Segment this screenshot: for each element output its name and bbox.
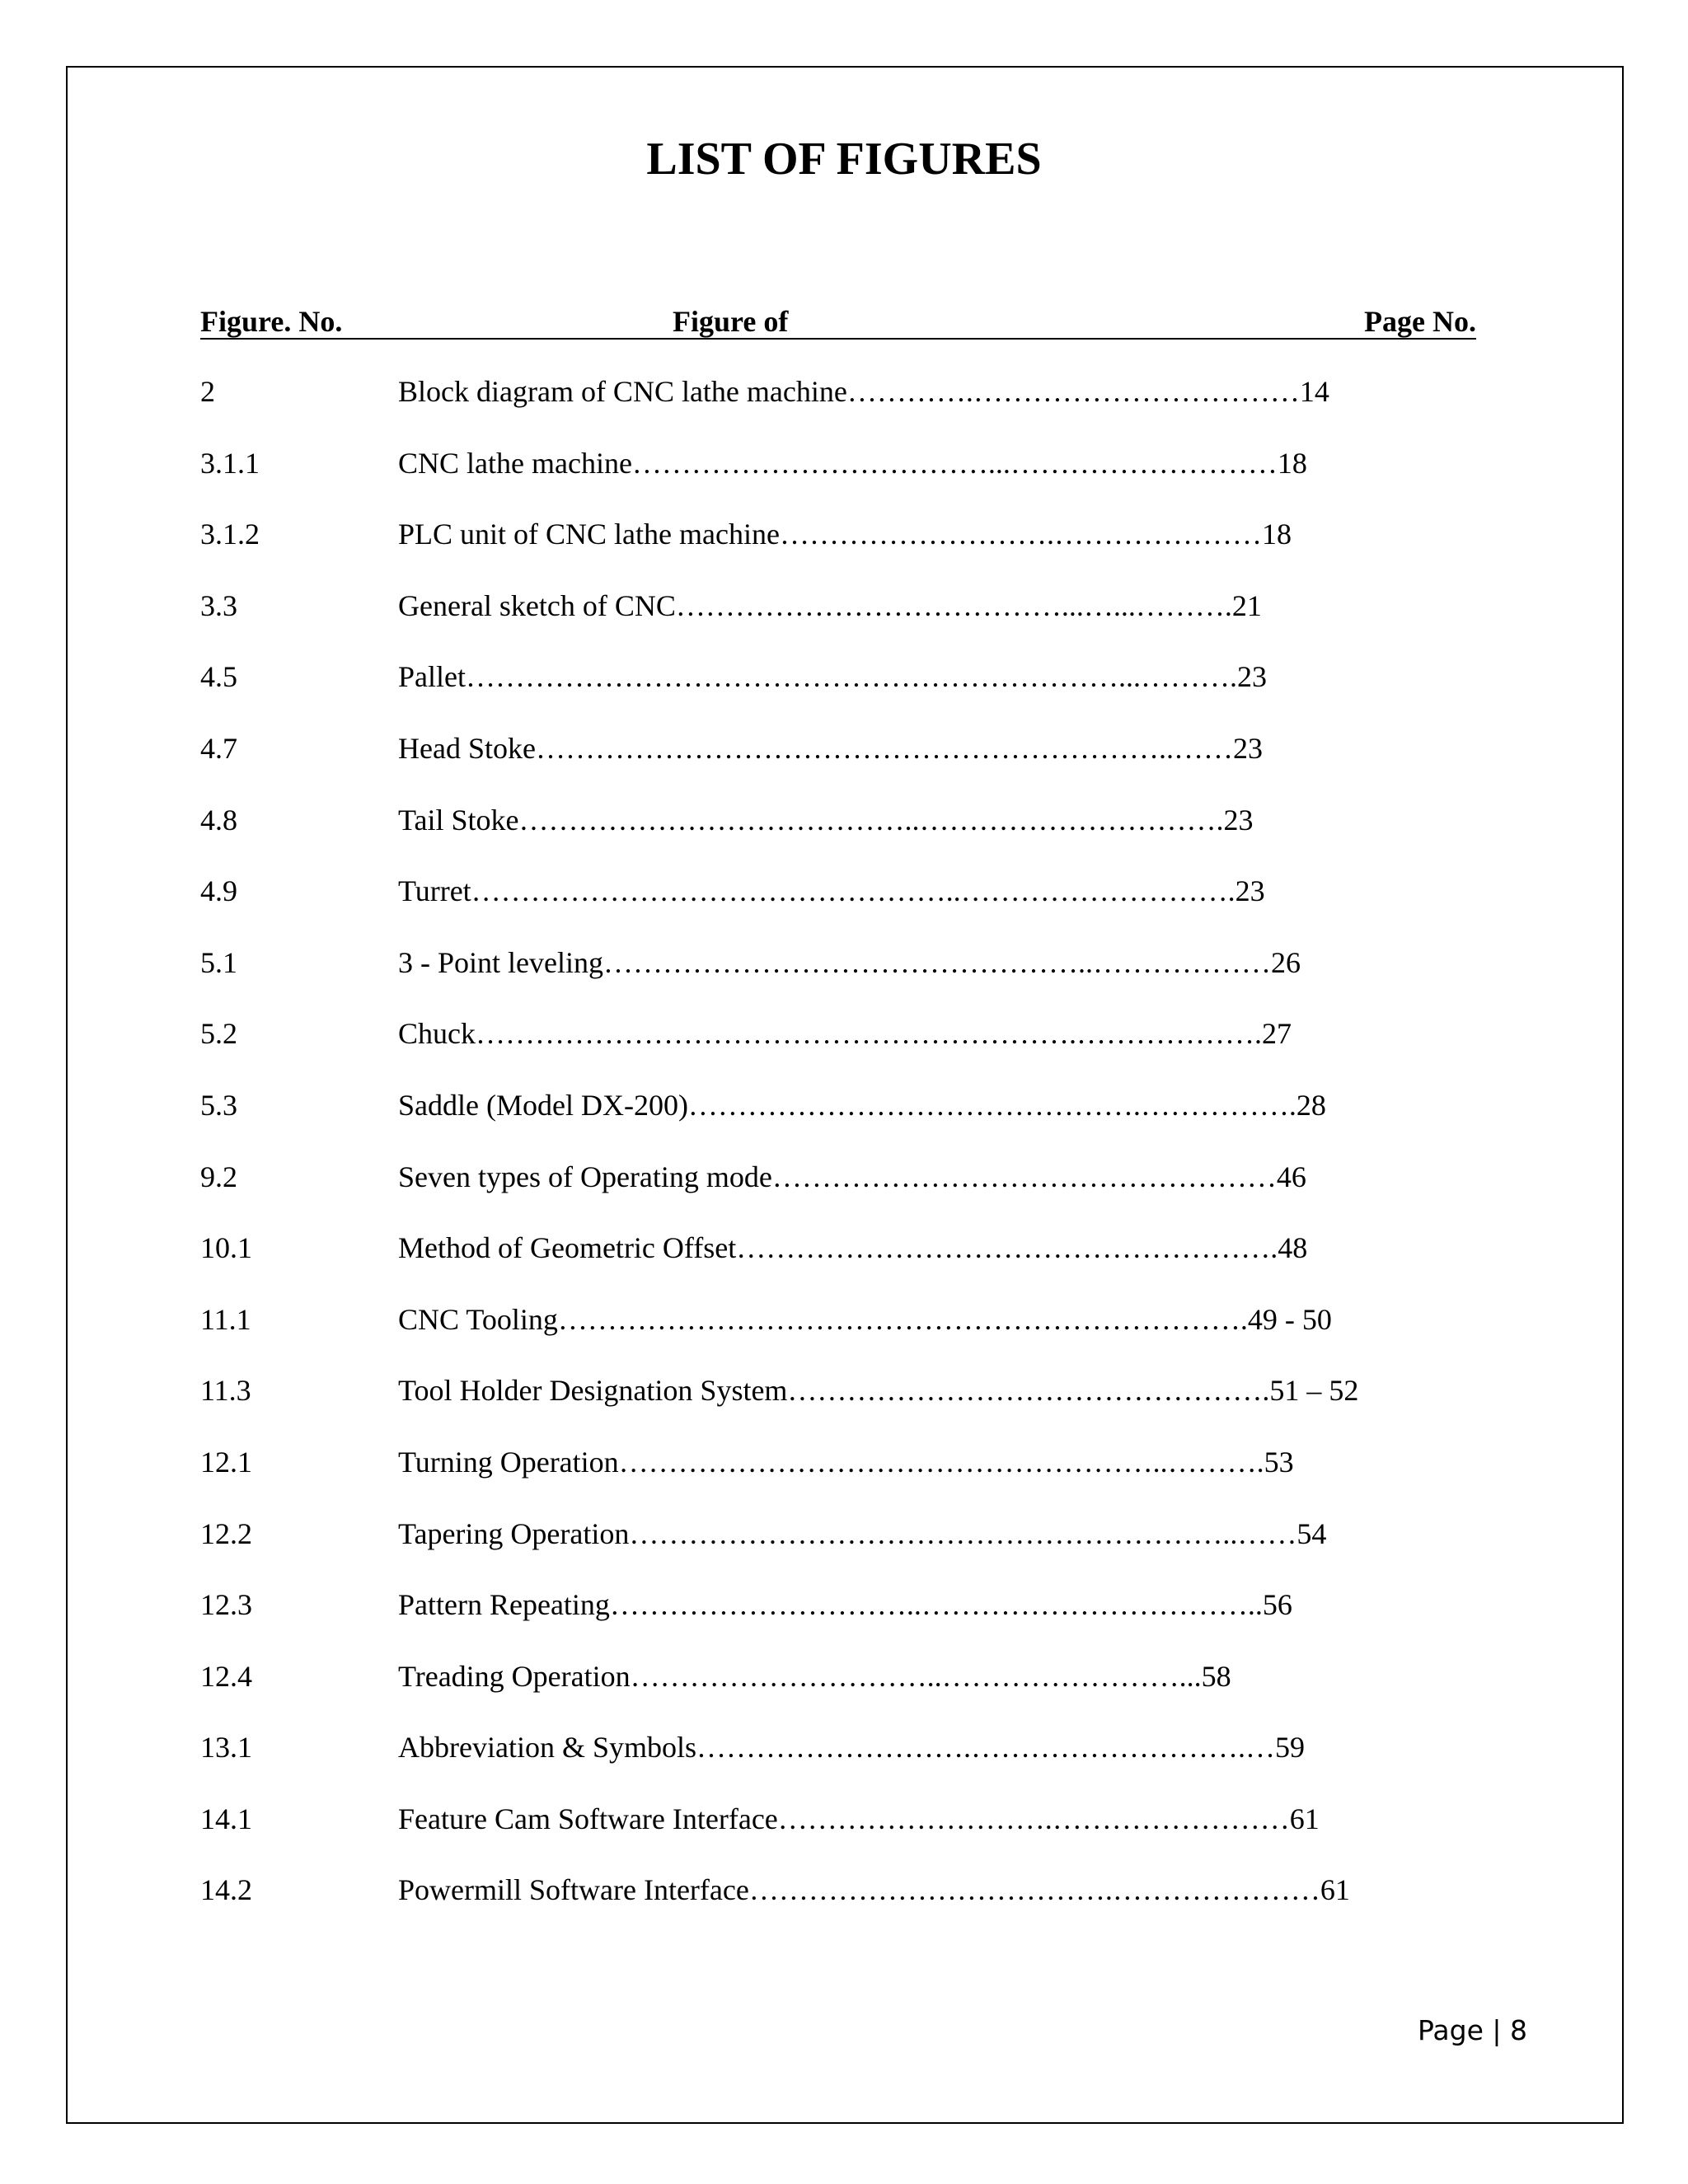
figure-number: 11.3 — [200, 1374, 251, 1408]
figure-entry — [200, 1510, 1601, 1582]
figure-number: 12.1 — [200, 1445, 252, 1479]
figure-title: Turning Operation………………………………………………..……….53 — [398, 1445, 1294, 1479]
figure-entry — [200, 653, 1601, 724]
figure-entry — [200, 1224, 1601, 1296]
figure-number: 9.2 — [200, 1160, 237, 1193]
figure-number: 12.3 — [200, 1588, 252, 1622]
figure-number: 14.1 — [200, 1802, 252, 1835]
figure-list — [200, 368, 1601, 1938]
figure-number: 2 — [200, 375, 215, 408]
figure-title: Block diagram of CNC lathe machine………….……………………………14 — [398, 375, 1329, 408]
figure-number: 3.3 — [200, 588, 237, 622]
figure-number: 4.9 — [200, 874, 237, 908]
figure-number: 5.1 — [200, 945, 237, 979]
figure-number: 3.1.2 — [200, 518, 260, 551]
figure-entry — [200, 1296, 1601, 1367]
figure-title: PLC unit of CNC lathe machine……………………….…………………18 — [398, 518, 1292, 551]
figure-entry — [200, 1795, 1601, 1867]
figure-title: General sketch of CNC…………………………………...…...……….21 — [398, 588, 1262, 622]
figure-entry — [200, 1438, 1601, 1510]
figure-title: CNC Tooling…………………………………………………………….49 - 50 — [398, 1302, 1332, 1336]
figure-title: Chuck…………………………………………………….……………….27 — [398, 1017, 1292, 1051]
figure-number: 13.1 — [200, 1731, 252, 1765]
header-figure-of: Figure of — [673, 305, 789, 338]
figure-entry — [200, 582, 1601, 654]
figure-title: Saddle (Model DX-200)……………………………………….…………….28 — [398, 1088, 1326, 1122]
figure-entry — [200, 1010, 1601, 1081]
figure-title: Abbreviation & Symbols……………………….……………………….…59 — [398, 1731, 1305, 1765]
figure-title: Treading Operation…………………………..……………………...58 — [398, 1659, 1231, 1693]
figure-number: 14.2 — [200, 1873, 252, 1907]
figure-entry — [200, 1366, 1601, 1438]
figure-title: Powermill Software Interface……………………………….…………………61 — [398, 1873, 1350, 1907]
figure-entry — [200, 1081, 1601, 1153]
figure-entry — [200, 1866, 1601, 1938]
figure-number: 10.1 — [200, 1231, 252, 1265]
figure-title: Tail Stoke…………………………………..………………………….23 — [398, 803, 1254, 837]
figure-number: 4.5 — [200, 660, 237, 694]
table-header — [200, 303, 1476, 340]
figure-number: 11.1 — [200, 1302, 251, 1336]
figure-title: Pattern Repeating…………………………..……………………………..56 — [398, 1588, 1292, 1622]
figure-entry — [200, 724, 1601, 796]
figure-title: Turret…………………………………………..……………………….23 — [398, 874, 1265, 908]
figure-number: 4.8 — [200, 803, 237, 837]
figure-entry — [200, 939, 1601, 1010]
figure-entry — [200, 796, 1601, 868]
page-title: LIST OF FIGURES — [646, 134, 1042, 185]
figure-title: Tool Holder Designation System………………………………………….51 – 52 — [398, 1374, 1359, 1408]
figure-entry — [200, 368, 1601, 439]
figure-entry — [200, 1153, 1601, 1225]
figure-entry — [200, 867, 1601, 939]
figure-title: Seven types of Operating mode……………………………………………46 — [398, 1160, 1306, 1193]
figure-number: 4.7 — [200, 731, 237, 765]
figure-title: Head Stoke………………………………………………………..……23 — [398, 731, 1263, 765]
figure-entry — [200, 1723, 1601, 1795]
figure-number: 3.1.1 — [200, 446, 260, 480]
figure-title: CNC lathe machine………………………………...………………………18 — [398, 446, 1307, 480]
page-number-footer: Page | 8 — [1418, 2014, 1527, 2046]
header-underline — [200, 338, 1476, 340]
figure-number: 5.2 — [200, 1017, 237, 1051]
figure-title: Pallet…………………………………………………………...……….23 — [398, 660, 1267, 694]
figure-entry — [200, 1652, 1601, 1724]
figure-number: 12.2 — [200, 1516, 252, 1550]
figure-number: 5.3 — [200, 1088, 237, 1122]
header-figure-no: Figure. No. — [200, 305, 343, 338]
figure-title: 3 - Point leveling…………………………………………..………………26 — [398, 945, 1301, 979]
figure-title: Tapering Operation……………………………………………………..……54 — [398, 1516, 1327, 1550]
figure-number: 12.4 — [200, 1659, 252, 1693]
figure-title: Method of Geometric Offset……………………………………………….48 — [398, 1231, 1308, 1265]
figure-entry — [200, 439, 1601, 511]
figure-title: Feature Cam Software Interface……………………….……………………61 — [398, 1802, 1320, 1835]
header-page-no: Page No. — [1364, 305, 1476, 338]
figure-entry — [200, 1581, 1601, 1652]
figure-entry — [200, 510, 1601, 582]
